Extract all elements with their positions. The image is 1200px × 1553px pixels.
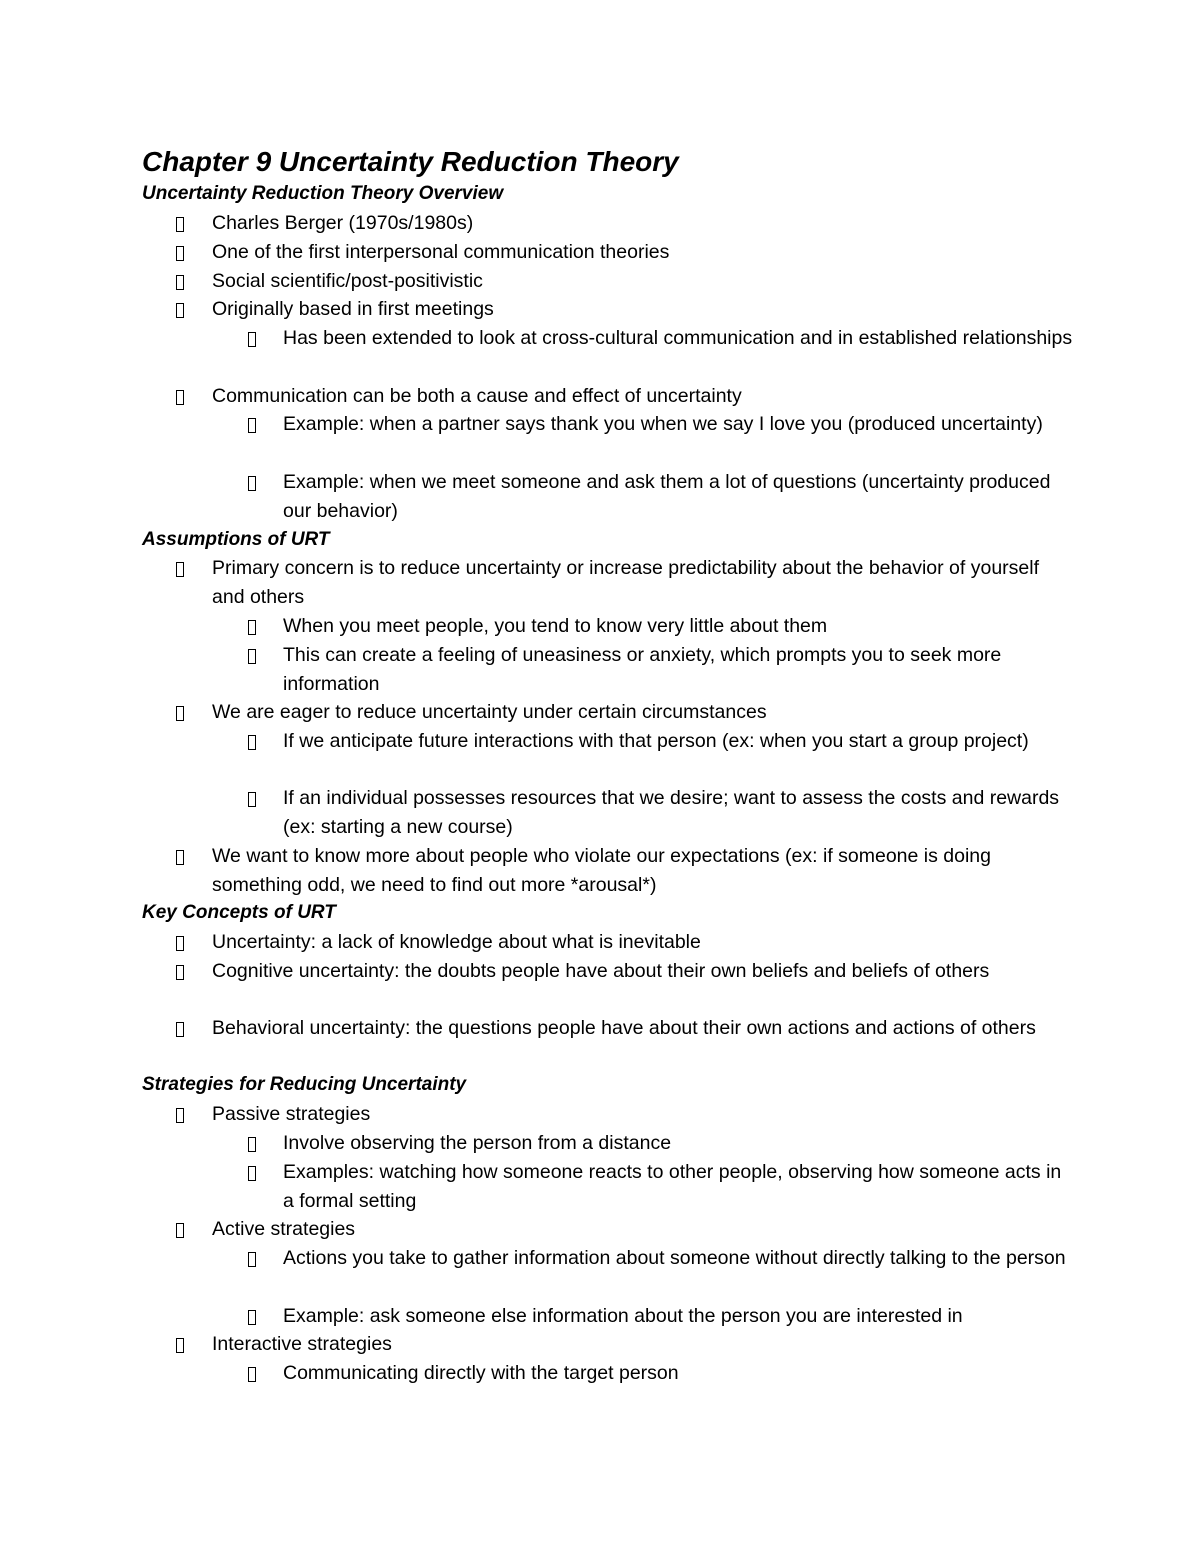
section-heading: Strategies for Reducing Uncertainty [142,1074,467,1095]
square-bullet-icon [248,735,256,750]
page-title: Chapter 9 Uncertainty Reduction Theory [142,146,679,177]
list-item: Interactive strategies [212,1333,392,1355]
square-bullet-icon [176,275,184,290]
square-bullet-icon [248,1367,256,1382]
list-item: Primary concern is to reduce uncertainty or increase predictability about the behavior of yourself and others [212,557,1039,608]
list-subitem: Has been extended to look at cross-cultural communication and in established relationships [283,327,1073,349]
square-bullet-icon [176,936,184,951]
square-bullet-icon [176,246,184,261]
list-subitem: Involve observing the person from a distance [283,1132,672,1154]
square-bullet-icon [248,332,256,347]
square-bullet-icon [176,1108,184,1123]
square-bullet-icon [176,390,184,405]
square-bullet-icon [176,303,184,318]
square-bullet-icon [248,1310,256,1325]
section-heading: Assumptions of URT [142,529,330,550]
list-item: Social scientific/post-positivistic [212,270,483,292]
list-item: Cognitive uncertainty: the doubts people have about their own beliefs and beliefs of others [212,960,990,982]
square-bullet-icon [176,850,184,865]
square-bullet-icon [248,1252,256,1267]
list-subitem: Example: ask someone else information about the person you are interested in [283,1305,963,1327]
square-bullet-icon [176,1338,184,1353]
list-subitem: Communicating directly with the target person [283,1362,679,1384]
list-subitem: Example: when we meet someone and ask them a lot of questions (uncertainty produced our behavior) [283,471,1051,522]
list-subitem: Examples: watching how someone reacts to other people, observing how someone acts in a formal setting [283,1161,1062,1212]
list-item: Active strategies [212,1218,356,1240]
list-item: Charles Berger (1970s/1980s) [212,212,474,234]
list-subitem: When you meet people, you tend to know very little about them [283,615,828,637]
square-bullet-icon [248,620,256,635]
square-bullet-icon [176,706,184,721]
list-item: Behavioral uncertainty: the questions people have about their own actions and actions of others [212,1017,1036,1039]
square-bullet-icon [176,217,184,232]
square-bullet-icon [176,1223,184,1238]
list-subitem: This can create a feeling of uneasiness or anxiety, which prompts you to seek more information [283,644,1002,695]
list-subitem: Example: when a partner says thank you when we say I love you (produced uncertainty) [283,413,1043,435]
list-item: Communication can be both a cause and effect of uncertainty [212,385,742,407]
list-subitem: Actions you take to gather information about someone without directly talking to the person [283,1247,1066,1269]
square-bullet-icon [176,562,184,577]
list-item: We are eager to reduce uncertainty under certain circumstances [212,701,767,723]
square-bullet-icon [176,1022,184,1037]
list-item: Uncertainty: a lack of knowledge about what is inevitable [212,931,701,953]
square-bullet-icon [248,792,256,807]
square-bullet-icon [248,649,256,664]
section-heading: Key Concepts of URT [142,902,336,923]
square-bullet-icon [248,1137,256,1152]
list-item: One of the first interpersonal communication theories [212,241,670,263]
list-subitem: If we anticipate future interactions with that person (ex: when you start a group project) [283,730,1029,752]
list-item: We want to know more about people who violate our expectations (ex: if someone is doing something odd, we need to find out more *arousal*) [212,845,992,896]
section-heading: Uncertainty Reduction Theory Overview [142,183,504,204]
square-bullet-icon [248,1166,256,1181]
square-bullet-icon [176,965,184,980]
square-bullet-icon [248,476,256,491]
list-item: Passive strategies [212,1103,371,1125]
list-subitem: If an individual possesses resources that we desire; want to assess the costs and rewards (ex: starting a new course) [283,787,1060,838]
square-bullet-icon [248,418,256,433]
list-item: Originally based in first meetings [212,298,494,320]
